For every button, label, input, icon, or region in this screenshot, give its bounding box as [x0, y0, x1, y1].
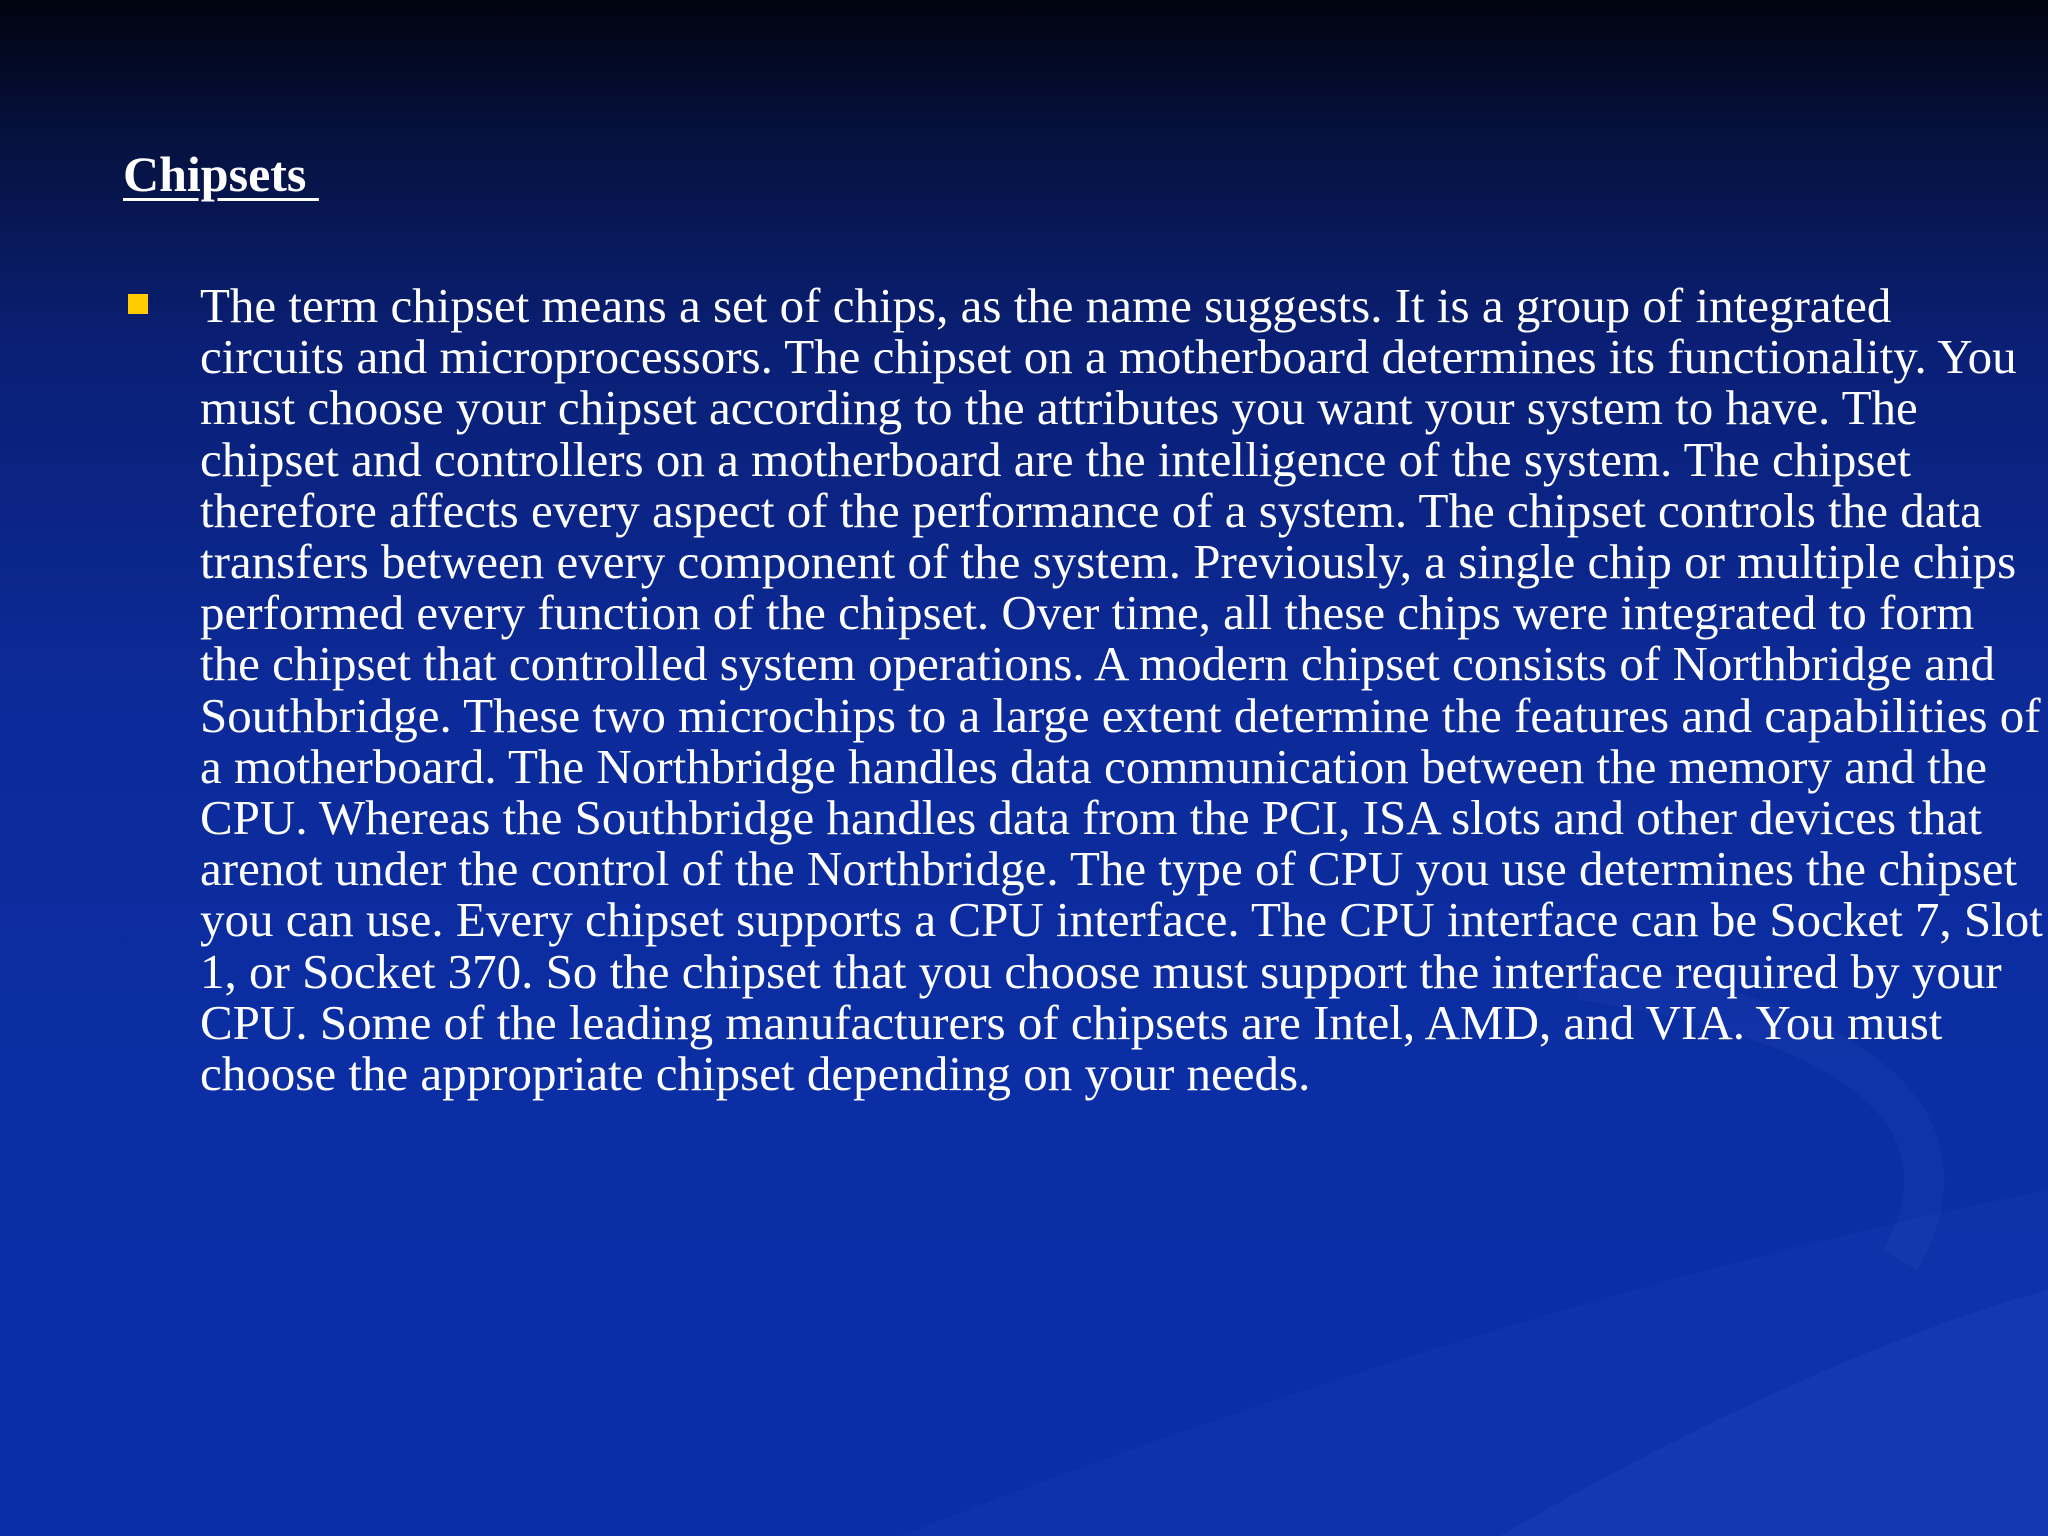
slide-title: Chipsets — [123, 146, 319, 202]
bullet-paragraph: The term chipset means a set of chips, as the name suggests. It is a group of integrated circuits and microprocessors. The chipset on a motherboard determines its functionality. You must choose your chipset according to the attributes you want your system to have. The chipset and controllers on a motherboard are the intelligence of the system. The chipset therefore affects every aspect of the performance of a system. The chipset controls the data transfers between every component of the system. Previously, a single chip or multiple chips performed every function of the chipset. Over time, all these chips were integrated to form the chipset that controlled system operations. A modern chipset consists of Northbridge and Southbridge. These two microchips to a large extent determine the features and capabilities of a motherboard. The Northbridge handles data communication between the memory and the CPU. Whereas the Southbridge handles data from the PCI, ISA slots and other devices that arenot under the control of the Northbridge. The type of CPU you use determines the chipset you can use. Every chipset supports a CPU interface. The CPU interface can be Socket 7, Slot 1, or Socket 370. So the chipset that you choose must support the interface required by your CPU. Some of the leading manufacturers of chipsets are Intel, AMD, and VIA. You must choose the appropriate chipset depending on your needs. — [200, 278, 2043, 1102]
square-bullet-icon — [128, 294, 148, 314]
